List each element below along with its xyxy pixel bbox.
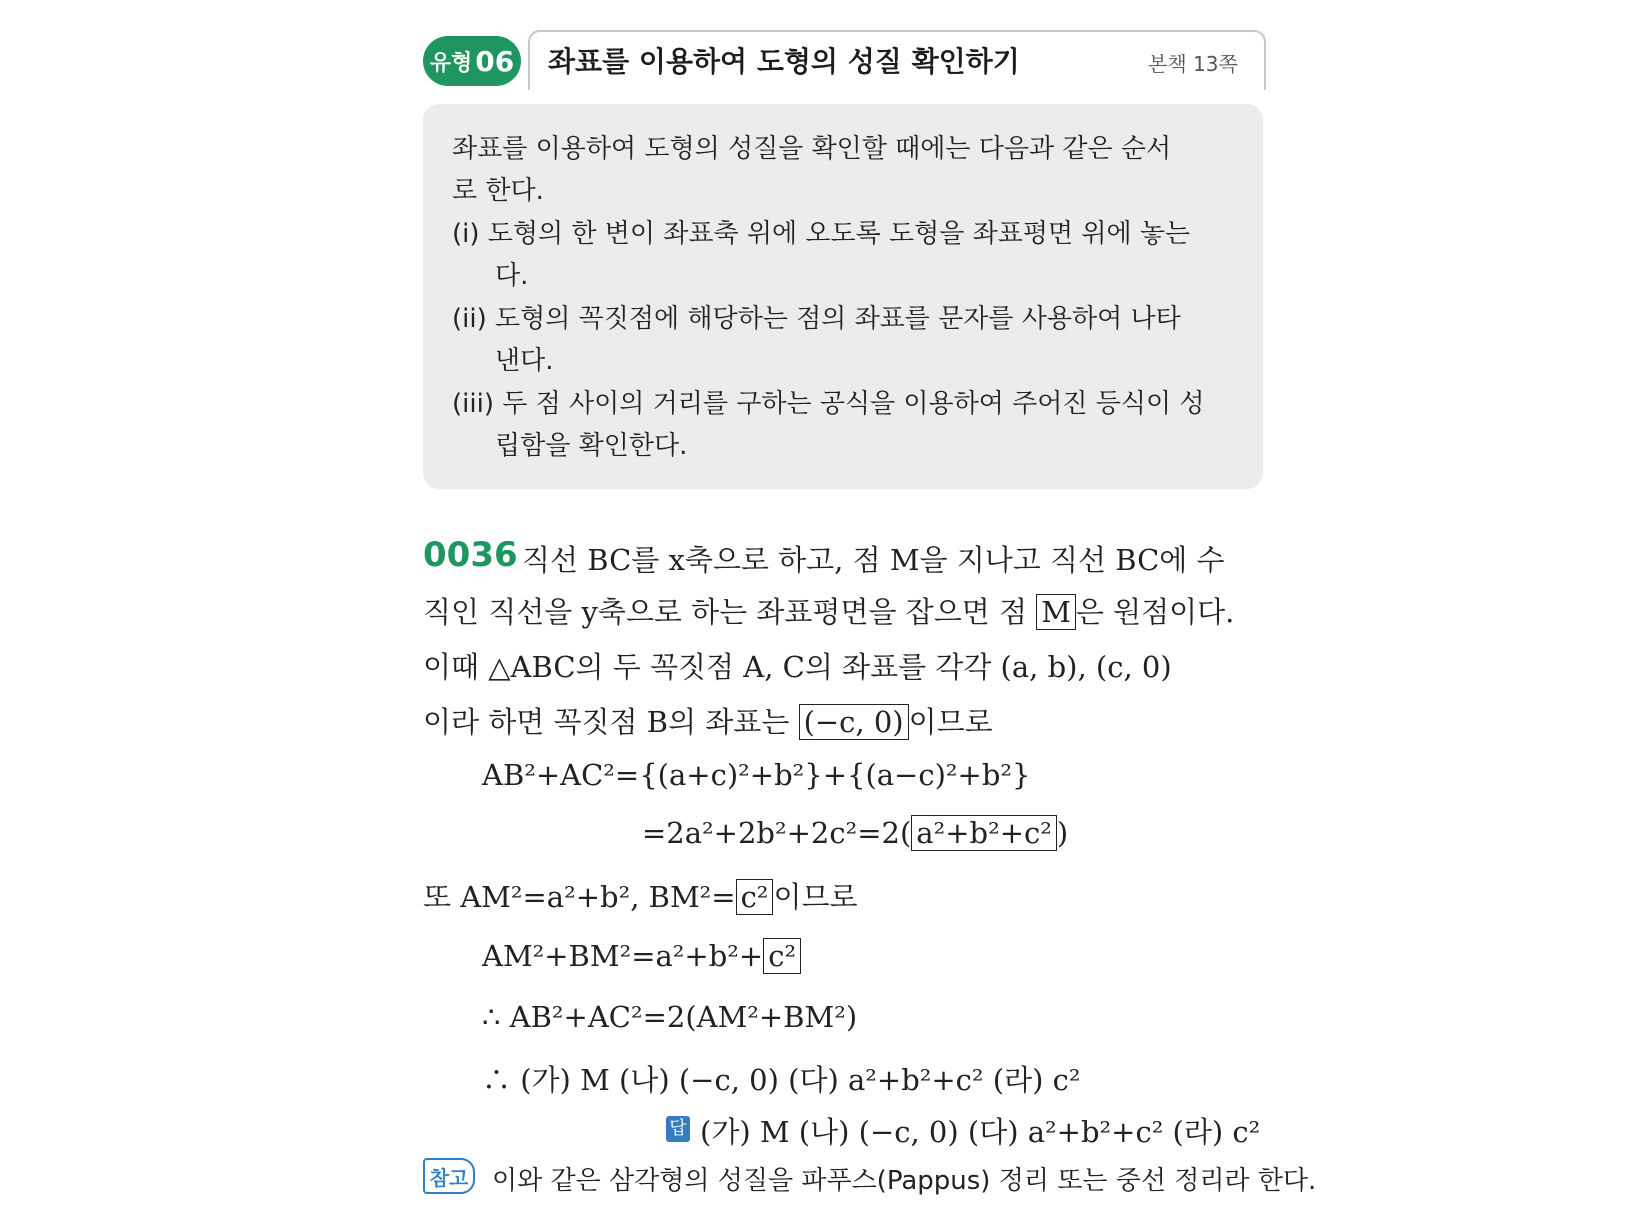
tip-line: 낸다. xyxy=(495,346,554,376)
tip-line: 다. xyxy=(495,261,529,291)
tip-line: 립함을 확인한다. xyxy=(495,431,688,461)
problem-line-2-tail: 은 원점이다. xyxy=(1075,595,1235,629)
tip-line: (i) 도형의 한 변이 좌표축 위에 오도록 도형을 좌표평면 위에 놓는 xyxy=(452,219,1191,249)
equation-2 xyxy=(642,815,1068,851)
note-text: 이와 같은 삼각형의 성질을 파푸스(Pappus) 정리 또는 중선 정리라 한다. xyxy=(492,1166,1317,1196)
blank-box-da: a²+b²+c² xyxy=(911,815,1057,851)
tip-line: (ii) 도형의 꼭짓점에 해당하는 점의 좌표를 문자를 사용하여 나타 xyxy=(452,304,1181,334)
problem-number: 0036 xyxy=(423,535,518,575)
problem-line-4 xyxy=(423,700,993,741)
problem-line-5-tail: 이므로 xyxy=(773,880,858,914)
tip-line: (iii) 두 점 사이의 거리를 구하는 공식을 이용하여 주어진 등식이 성 xyxy=(452,389,1205,419)
equation-3-text: AM²+BM²=a²+b²+ xyxy=(482,939,764,973)
problem-line-4-tail: 이므로 xyxy=(908,705,993,739)
problem-line-1: 직선 BC를 x축으로 하고, 점 M을 지나고 직선 BC에 수 xyxy=(522,543,1225,577)
tip-line: 좌표를 이용하여 도형의 성질을 확인할 때에는 다음과 같은 순서 xyxy=(452,134,1172,164)
answer-line: (가) M (나) (−c, 0) (다) a²+b²+c² (라) c² xyxy=(700,1115,1261,1149)
tip-line: 로 한다. xyxy=(452,176,544,206)
problem-line-3: 이때 △ABC의 두 꼭짓점 A, C의 좌표를 각각 (a, b), (c, 0) xyxy=(423,650,1172,684)
type-badge xyxy=(423,36,521,86)
equation-2-tail: ) xyxy=(1056,816,1069,850)
problem-line-2-text: 직인 직선을 y축으로 하는 좌표평면을 잡으면 점 xyxy=(423,595,1037,629)
problem-line-5 xyxy=(423,875,857,916)
result-line: ∴ (가) M (나) (−c, 0) (다) a²+b²+c² (라) c² xyxy=(482,1063,1081,1097)
problem-line-4-text: 이라 하면 꼭짓점 B의 좌표는 xyxy=(423,705,799,739)
answer-icon: 답 xyxy=(666,1116,690,1142)
blank-box-na: (−c, 0) xyxy=(799,704,909,740)
blank-box-ga: M xyxy=(1036,594,1076,630)
type-badge-label: 유형 xyxy=(429,50,473,76)
section-title: 좌표를 이용하여 도형의 성질 확인하기 xyxy=(548,45,1020,78)
note-badge: 참고 xyxy=(423,1158,475,1194)
blank-box-ra-2: c² xyxy=(763,938,801,974)
type-badge-number: 06 xyxy=(475,44,515,78)
page-reference: 본책 13쪽 xyxy=(1148,52,1238,76)
blank-box-ra: c² xyxy=(736,879,774,915)
equation-4: ∴ AB²+AC²=2(AM²+BM²) xyxy=(482,1000,858,1034)
problem-line-5-text: 또 AM²=a²+b², BM²= xyxy=(423,880,736,914)
equation-3 xyxy=(482,938,801,974)
problem-line-2 xyxy=(423,590,1234,631)
equation-2-text: =2a²+2b²+2c²=2( xyxy=(642,816,912,850)
equation-1: AB²+AC²={(a+c)²+b²}+{(a−c)²+b²} xyxy=(482,758,1031,792)
